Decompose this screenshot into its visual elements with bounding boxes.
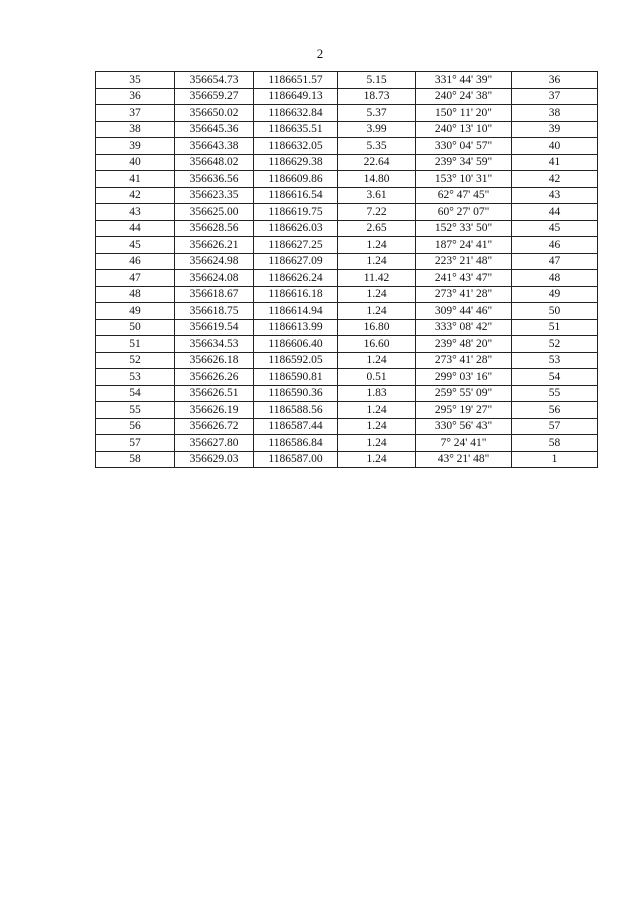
point-number-cell: 58 — [96, 451, 175, 468]
point-number-cell: 42 — [96, 187, 175, 204]
y-coordinate-cell: 1186632.84 — [254, 105, 338, 122]
point-number-cell: 38 — [96, 121, 175, 138]
table-row — [96, 171, 598, 188]
y-coordinate-cell: 1186627.25 — [254, 237, 338, 254]
distance-cell: 5.35 — [338, 138, 416, 155]
distance-cell: 1.24 — [338, 253, 416, 270]
coordinates-table — [95, 71, 598, 468]
point-number-cell: 37 — [96, 105, 175, 122]
next-point-cell: 42 — [512, 171, 598, 188]
distance-cell: 22.64 — [338, 154, 416, 171]
bearing-cell: 331° 44' 39" — [416, 72, 512, 89]
bearing-cell: 60° 27' 07" — [416, 204, 512, 221]
bearing-cell: 150° 11' 20" — [416, 105, 512, 122]
distance-cell: 1.24 — [338, 352, 416, 369]
y-coordinate-cell: 1186635.51 — [254, 121, 338, 138]
x-coordinate-cell: 356625.00 — [175, 204, 254, 221]
x-coordinate-cell: 356648.02 — [175, 154, 254, 171]
table-row — [96, 418, 598, 435]
point-number-cell: 45 — [96, 237, 175, 254]
x-coordinate-cell: 356624.98 — [175, 253, 254, 270]
y-coordinate-cell: 1186616.54 — [254, 187, 338, 204]
table-row — [96, 154, 598, 171]
next-point-cell: 54 — [512, 369, 598, 386]
point-number-cell: 39 — [96, 138, 175, 155]
x-coordinate-cell: 356626.72 — [175, 418, 254, 435]
distance-cell: 3.61 — [338, 187, 416, 204]
y-coordinate-cell: 1186614.94 — [254, 303, 338, 320]
point-number-cell: 48 — [96, 286, 175, 303]
x-coordinate-cell: 356645.36 — [175, 121, 254, 138]
x-coordinate-cell: 356629.03 — [175, 451, 254, 468]
next-point-cell: 43 — [512, 187, 598, 204]
point-number-cell: 35 — [96, 72, 175, 89]
table-row — [96, 88, 598, 105]
x-coordinate-cell: 356627.80 — [175, 435, 254, 452]
next-point-cell: 58 — [512, 435, 598, 452]
y-coordinate-cell: 1186613.99 — [254, 319, 338, 336]
next-point-cell: 50 — [512, 303, 598, 320]
table-row — [96, 303, 598, 320]
x-coordinate-cell: 356650.02 — [175, 105, 254, 122]
point-number-cell: 50 — [96, 319, 175, 336]
bearing-cell: 7° 24' 41" — [416, 435, 512, 452]
bearing-cell: 240° 24' 38" — [416, 88, 512, 105]
coordinates-table-body — [96, 72, 598, 468]
table-row — [96, 121, 598, 138]
bearing-cell: 62° 47' 45" — [416, 187, 512, 204]
next-point-cell: 44 — [512, 204, 598, 221]
distance-cell: 14.80 — [338, 171, 416, 188]
table-row — [96, 187, 598, 204]
bearing-cell: 152° 33' 50" — [416, 220, 512, 237]
table-row — [96, 72, 598, 89]
table-row — [96, 286, 598, 303]
point-number-cell: 41 — [96, 171, 175, 188]
bearing-cell: 239° 34' 59" — [416, 154, 512, 171]
x-coordinate-cell: 356626.21 — [175, 237, 254, 254]
distance-cell: 3.99 — [338, 121, 416, 138]
next-point-cell: 49 — [512, 286, 598, 303]
x-coordinate-cell: 356659.27 — [175, 88, 254, 105]
bearing-cell: 295° 19' 27" — [416, 402, 512, 419]
table-row — [96, 253, 598, 270]
bearing-cell: 241° 43' 47" — [416, 270, 512, 287]
x-coordinate-cell: 356618.67 — [175, 286, 254, 303]
table-row — [96, 105, 598, 122]
table-row — [96, 352, 598, 369]
distance-cell: 1.24 — [338, 418, 416, 435]
distance-cell: 1.24 — [338, 402, 416, 419]
distance-cell: 5.37 — [338, 105, 416, 122]
x-coordinate-cell: 356643.38 — [175, 138, 254, 155]
bearing-cell: 273° 41' 28" — [416, 352, 512, 369]
x-coordinate-cell: 356626.18 — [175, 352, 254, 369]
next-point-cell: 57 — [512, 418, 598, 435]
next-point-cell: 40 — [512, 138, 598, 155]
y-coordinate-cell: 1186587.44 — [254, 418, 338, 435]
page-number: 2 — [316, 46, 324, 61]
point-number-cell: 46 — [96, 253, 175, 270]
next-point-cell: 1 — [512, 451, 598, 468]
table-row — [96, 369, 598, 386]
bearing-cell: 153° 10' 31" — [416, 171, 512, 188]
bearing-cell: 187° 24' 41" — [416, 237, 512, 254]
table-row — [96, 220, 598, 237]
table-row — [96, 435, 598, 452]
next-point-cell: 39 — [512, 121, 598, 138]
y-coordinate-cell: 1186649.13 — [254, 88, 338, 105]
y-coordinate-cell: 1186586.84 — [254, 435, 338, 452]
table-row — [96, 319, 598, 336]
table-row — [96, 138, 598, 155]
point-number-cell: 53 — [96, 369, 175, 386]
y-coordinate-cell: 1186629.38 — [254, 154, 338, 171]
bearing-cell: 259° 55' 09" — [416, 385, 512, 402]
bearing-cell: 239° 48' 20" — [416, 336, 512, 353]
point-number-cell: 49 — [96, 303, 175, 320]
point-number-cell: 56 — [96, 418, 175, 435]
x-coordinate-cell: 356626.51 — [175, 385, 254, 402]
x-coordinate-cell: 356619.54 — [175, 319, 254, 336]
bearing-cell: 43° 21' 48" — [416, 451, 512, 468]
x-coordinate-cell: 356634.53 — [175, 336, 254, 353]
distance-cell: 11.42 — [338, 270, 416, 287]
x-coordinate-cell: 356626.19 — [175, 402, 254, 419]
y-coordinate-cell: 1186592.05 — [254, 352, 338, 369]
next-point-cell: 51 — [512, 319, 598, 336]
distance-cell: 1.24 — [338, 286, 416, 303]
next-point-cell: 48 — [512, 270, 598, 287]
bearing-cell: 299° 03' 16" — [416, 369, 512, 386]
y-coordinate-cell: 1186626.03 — [254, 220, 338, 237]
bearing-cell: 330° 56' 43" — [416, 418, 512, 435]
point-number-cell: 57 — [96, 435, 175, 452]
next-point-cell: 46 — [512, 237, 598, 254]
x-coordinate-cell: 356618.75 — [175, 303, 254, 320]
y-coordinate-cell: 1186619.75 — [254, 204, 338, 221]
bearing-cell: 309° 44' 46" — [416, 303, 512, 320]
point-number-cell: 40 — [96, 154, 175, 171]
next-point-cell: 47 — [512, 253, 598, 270]
point-number-cell: 52 — [96, 352, 175, 369]
x-coordinate-cell: 356626.26 — [175, 369, 254, 386]
next-point-cell: 38 — [512, 105, 598, 122]
bearing-cell: 333° 08' 42" — [416, 319, 512, 336]
distance-cell: 1.24 — [338, 451, 416, 468]
x-coordinate-cell: 356628.56 — [175, 220, 254, 237]
next-point-cell: 52 — [512, 336, 598, 353]
next-point-cell: 37 — [512, 88, 598, 105]
distance-cell: 1.24 — [338, 237, 416, 254]
distance-cell: 16.60 — [338, 336, 416, 353]
y-coordinate-cell: 1186651.57 — [254, 72, 338, 89]
y-coordinate-cell: 1186587.00 — [254, 451, 338, 468]
distance-cell: 2.65 — [338, 220, 416, 237]
y-coordinate-cell: 1186627.09 — [254, 253, 338, 270]
y-coordinate-cell: 1186590.36 — [254, 385, 338, 402]
table-row — [96, 270, 598, 287]
distance-cell: 0.51 — [338, 369, 416, 386]
point-number-cell: 44 — [96, 220, 175, 237]
distance-cell: 7.22 — [338, 204, 416, 221]
point-number-cell: 54 — [96, 385, 175, 402]
x-coordinate-cell: 356636.56 — [175, 171, 254, 188]
y-coordinate-cell: 1186590.81 — [254, 369, 338, 386]
distance-cell: 18.73 — [338, 88, 416, 105]
distance-cell: 16.80 — [338, 319, 416, 336]
point-number-cell: 47 — [96, 270, 175, 287]
y-coordinate-cell: 1186606.40 — [254, 336, 338, 353]
table-row — [96, 336, 598, 353]
table-row — [96, 385, 598, 402]
x-coordinate-cell: 356624.08 — [175, 270, 254, 287]
point-number-cell: 55 — [96, 402, 175, 419]
table-row — [96, 402, 598, 419]
y-coordinate-cell: 1186588.56 — [254, 402, 338, 419]
table-row — [96, 451, 598, 468]
next-point-cell: 36 — [512, 72, 598, 89]
point-number-cell: 51 — [96, 336, 175, 353]
distance-cell: 1.83 — [338, 385, 416, 402]
y-coordinate-cell: 1186616.18 — [254, 286, 338, 303]
bearing-cell: 330° 04' 57" — [416, 138, 512, 155]
point-number-cell: 43 — [96, 204, 175, 221]
distance-cell: 1.24 — [338, 303, 416, 320]
y-coordinate-cell: 1186626.24 — [254, 270, 338, 287]
distance-cell: 1.24 — [338, 435, 416, 452]
table-row — [96, 204, 598, 221]
distance-cell: 5.15 — [338, 72, 416, 89]
y-coordinate-cell: 1186609.86 — [254, 171, 338, 188]
y-coordinate-cell: 1186632.05 — [254, 138, 338, 155]
bearing-cell: 240° 13' 10" — [416, 121, 512, 138]
next-point-cell: 56 — [512, 402, 598, 419]
point-number-cell: 36 — [96, 88, 175, 105]
table-row — [96, 237, 598, 254]
bearing-cell: 273° 41' 28" — [416, 286, 512, 303]
bearing-cell: 223° 21' 48" — [416, 253, 512, 270]
next-point-cell: 53 — [512, 352, 598, 369]
next-point-cell: 41 — [512, 154, 598, 171]
x-coordinate-cell: 356654.73 — [175, 72, 254, 89]
x-coordinate-cell: 356623.35 — [175, 187, 254, 204]
next-point-cell: 45 — [512, 220, 598, 237]
next-point-cell: 55 — [512, 385, 598, 402]
